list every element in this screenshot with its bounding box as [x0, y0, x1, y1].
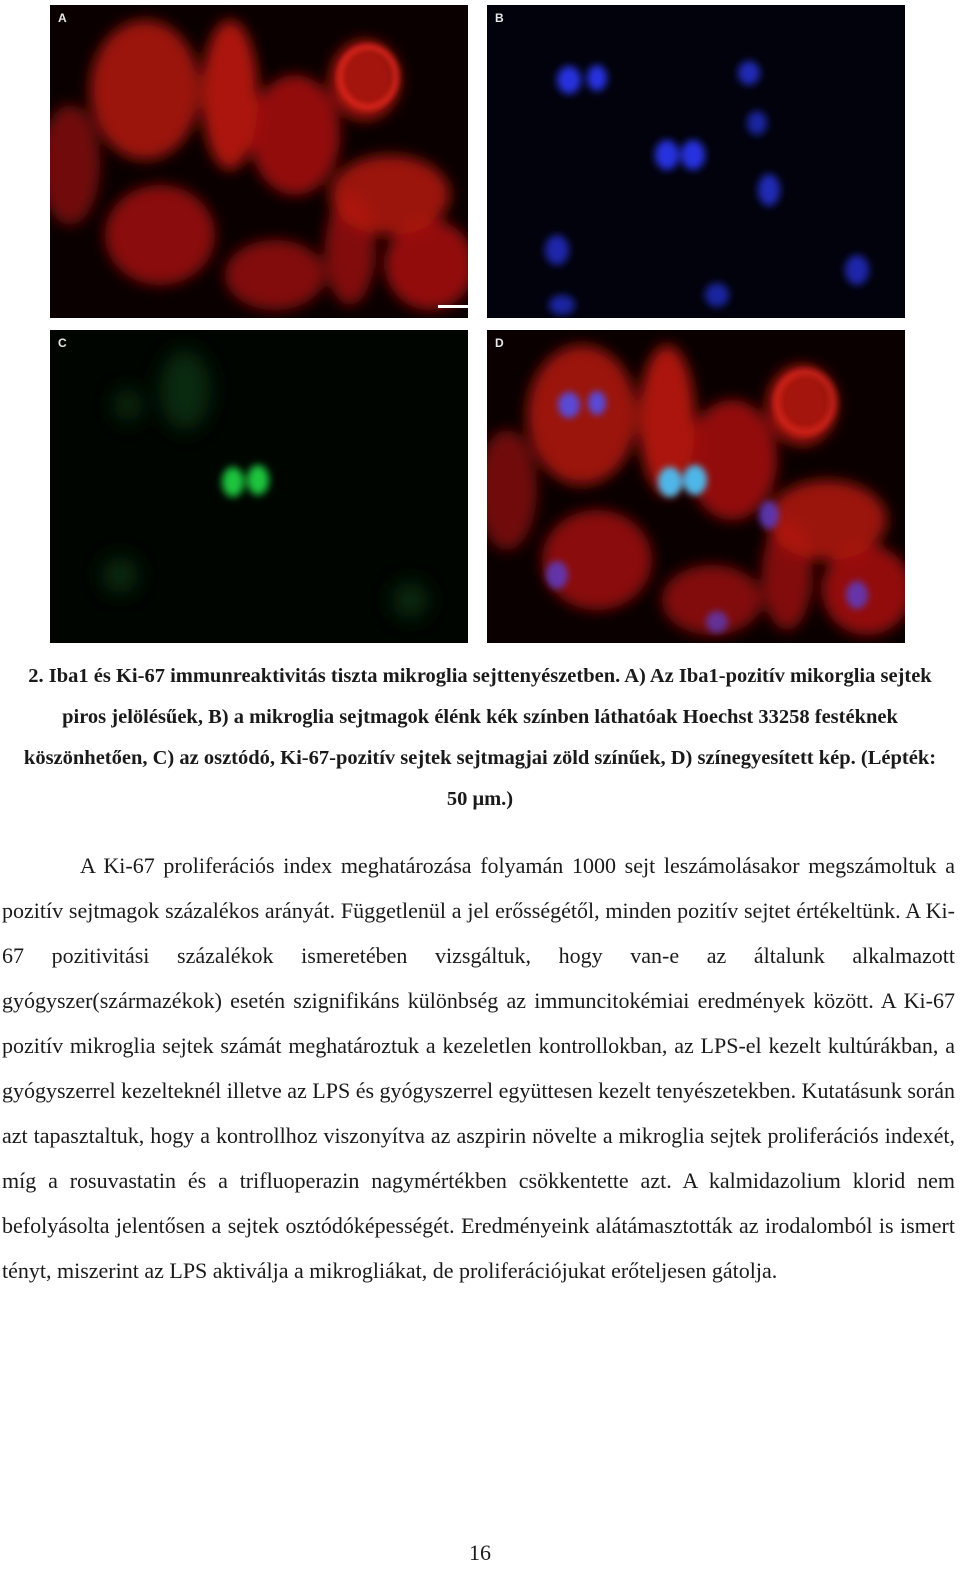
panel-letter: B [495, 11, 504, 25]
micrograph-figure [0, 0, 960, 650]
blue-nuclei-image [487, 5, 905, 318]
page-number: 16 [469, 1540, 491, 1565]
panel-b-blue-micrograph [487, 5, 905, 318]
red-cells-image [50, 5, 468, 318]
panel-letter: D [495, 336, 504, 350]
panel-a-red-micrograph [50, 5, 468, 318]
body-paragraph-text: A Ki-67 proliferációs index meghatározása folyamán 1000 sejt leszámolásakor megszámoltuk a pozitív sejtmagok százalékos arányát. Függetlenül a jel erősségétől, minden pozitív sejtet értékeltünk. A Ki-67 pozitivitási százalékok ismeretében vizsgáltuk, hogy van-e az általunk alkalmazott gyógyszer(származékok) esetén szignifikáns különbség az immuncitokémiai eredmények között. A Ki-67 pozitív mikroglia sejtek számát meghatároztuk a kezeletlen kontrollokban, az LPS-el kezelt kultúrákban, a gyógyszerrel kezelteknél illetve az LPS és gyógyszerrel együttesen kezelt tenyészetekben. Kutatásunk során azt tapasztaltuk, hogy a kontrollhoz viszonyítva az aszpirin növelte a mikroglia sejtek proliferációs indexét, míg a rosuvastatin és a trifluoperazin nagymértékben csökkentette azt. A kalmidazolium klorid nem befolyásolta jelentősen a sejtek osztódóképességét. Eredményeink alátámasztották az irodalomból is ismert tényt, miszerint az LPS aktiválja a mikrogliákat, de proliferációjukat erőteljesen gátolja. [2, 853, 955, 1283]
panel-d-merged-micrograph [487, 330, 905, 643]
panel-c-green-micrograph [50, 330, 468, 643]
merged-image [487, 330, 905, 643]
figure-caption: 2. Iba1 és Ki-67 immunreaktivitás tiszta mikroglia sejttenyészetben. A) Az Iba1-pozitív mikorglia sejtek piros jelölésűek, B) a mikroglia sejtmagok élénk kék színben láthatóak Hoechst 33258 festéknek köszönhetően, C) az osztódó, Ki-67-pozitív sejtek sejtmagjai zöld színűek, D) színegyesített kép. (Lépték: 50 μm.) [23, 665, 937, 810]
panel-letter: A [58, 11, 67, 25]
panel-letter: C [58, 336, 67, 350]
body-paragraph [2, 843, 955, 1293]
green-nuclei-image [50, 330, 468, 643]
scale-bar [438, 305, 468, 308]
